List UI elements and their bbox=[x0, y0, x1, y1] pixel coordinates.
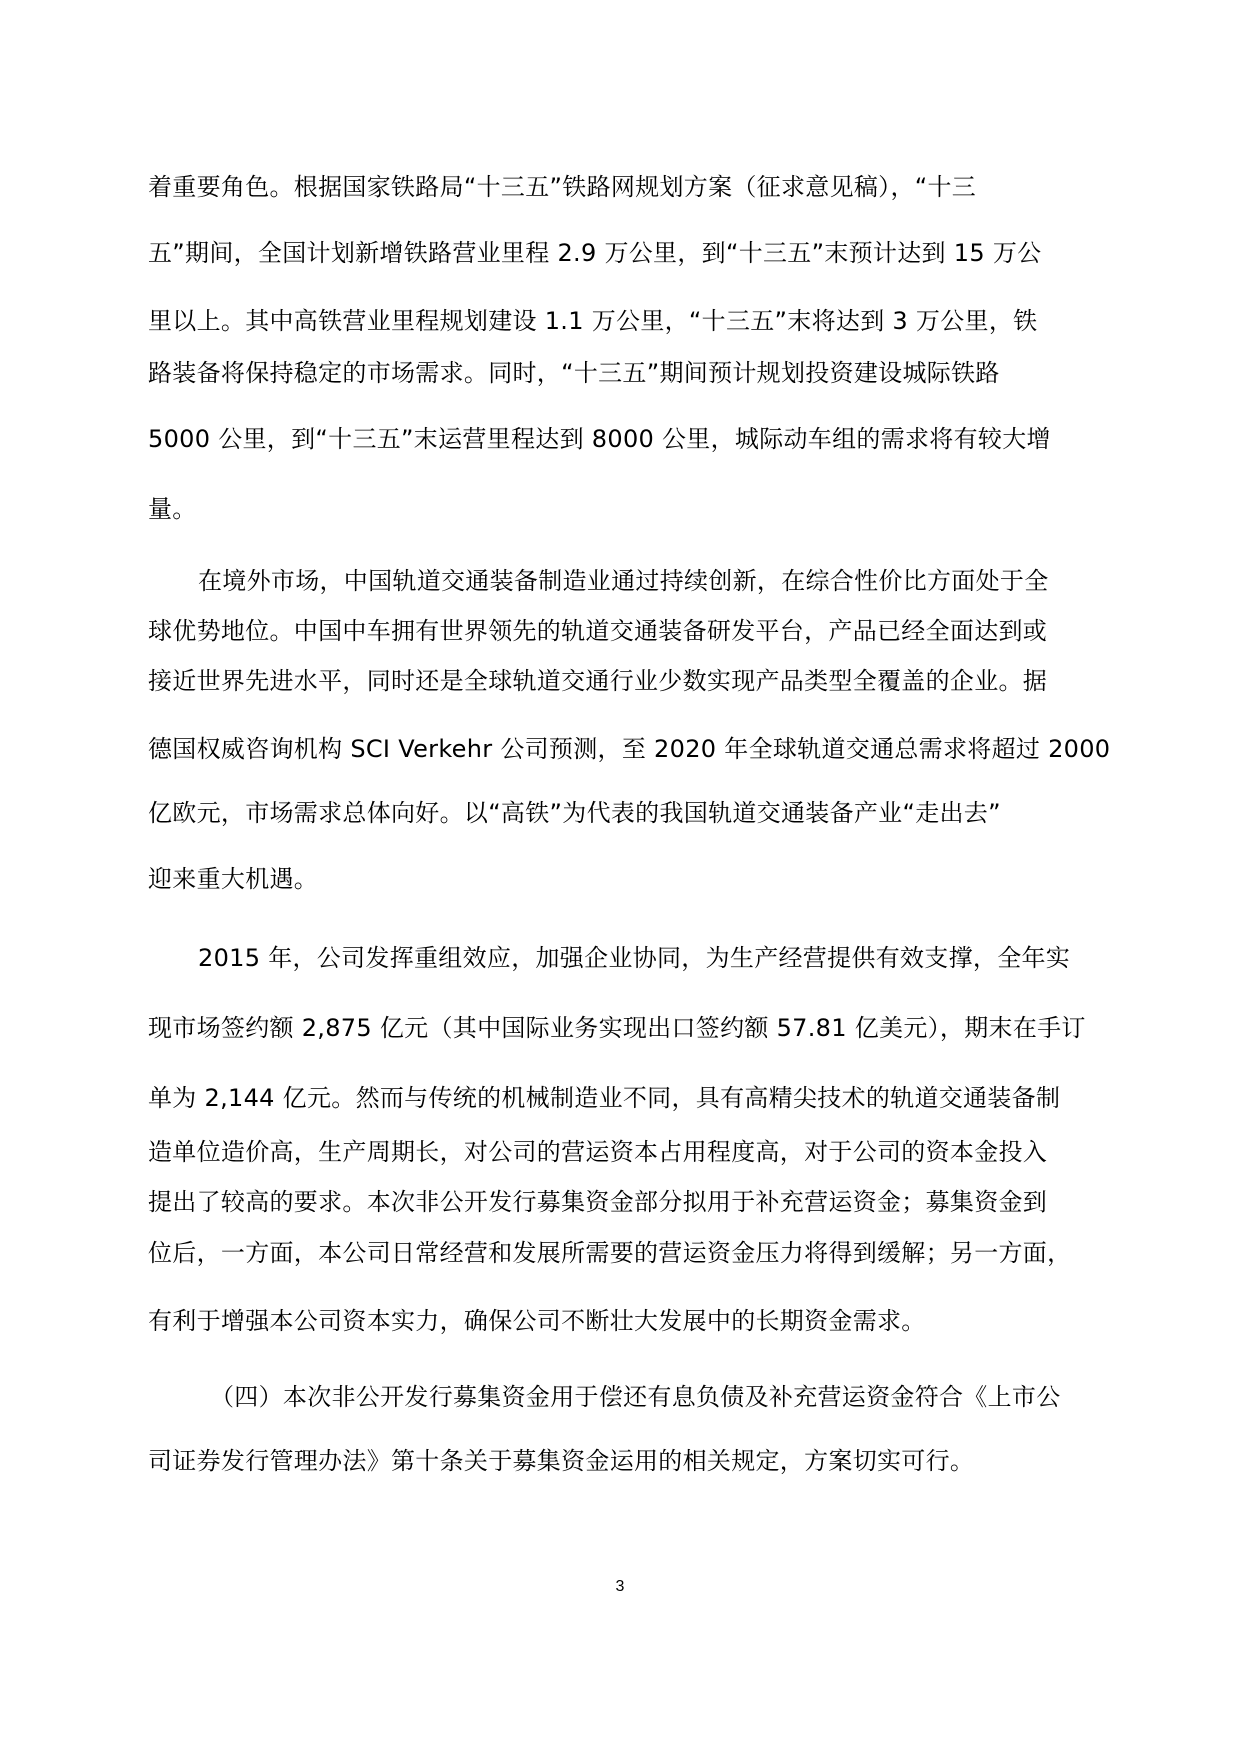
text-line: 5000 公里，到“十三五”末运营里程达到 8000 公里，城际动车组的需求将有较大增 bbox=[148, 425, 1051, 453]
text-line: 造单位造价高，生产周期长，对公司的营运资本占用程度高，对于公司的资本金投入 bbox=[148, 1138, 1048, 1166]
text-line: 迎来重大机遇。 bbox=[148, 865, 319, 893]
text-line: 有利于增强本公司资本实力，确保公司不断壮大发展中的长期资金需求。 bbox=[148, 1307, 926, 1335]
paragraph-start-line: 在境外市场，中国轨道交通装备制造业通过持续创新，在综合性价比方面处于全 bbox=[198, 567, 1049, 595]
text-line: 路装备将保持稳定的市场需求。同时，“十三五”期间预计规划投资建设城际铁路 bbox=[148, 359, 1000, 387]
text-line: 提出了较高的要求。本次非公开发行募集资金部分拟用于补充营运资金；募集资金到 bbox=[148, 1188, 1048, 1216]
text-line: 位后，一方面，本公司日常经营和发展所需要的营运资金压力将得到缓解；另一方面， bbox=[148, 1239, 1072, 1267]
paragraph-start-line: 2015 年，公司发挥重组效应，加强企业协同，为生产经营提供有效支撑，全年实 bbox=[198, 944, 1071, 972]
text-line: 亿欧元，市场需求总体向好。以“高铁”为代表的我国轨道交通装备产业“走出去” bbox=[148, 799, 1001, 827]
text-line: 量。 bbox=[148, 495, 197, 523]
page-number: 3 bbox=[615, 1578, 625, 1595]
text-line: 里以上。其中高铁营业里程规划建设 1.1 万公里，“十三五”末将达到 3 万公里，铁 bbox=[148, 307, 1038, 335]
text-line: 五”期间，全国计划新增铁路营业里程 2.9 万公里，到“十三五”末预计达到 15 万公 bbox=[148, 239, 1042, 267]
text-line: 德国权威咨询机构 SCI Verkehr 公司预测，至 2020 年全球轨道交通总需求将超过 2000 bbox=[148, 735, 1111, 763]
text-line: 球优势地位。中国中车拥有世界领先的轨道交通装备研发平台，产品已经全面达到或 bbox=[148, 617, 1048, 645]
text-line: 接近世界先进水平，同时还是全球轨道交通行业少数实现产品类型全覆盖的企业。据 bbox=[148, 667, 1048, 695]
text-line: 单为 2,144 亿元。然而与传统的机械制造业不同，具有高精尖技术的轨道交通装备制 bbox=[148, 1084, 1061, 1112]
paragraph-start-line: （四）本次非公开发行募集资金用于偿还有息负债及补充营运资金符合《上市公 bbox=[210, 1383, 1061, 1411]
text-line: 现市场签约额 2,875 亿元（其中国际业务实现出口签约额 57.81 亿美元），期末在手订 bbox=[148, 1014, 1086, 1042]
text-line: 司证券发行管理办法》第十条关于募集资金运用的相关规定，方案切实可行。 bbox=[148, 1447, 975, 1475]
text-line: 着重要角色。根据国家铁路局“十三五”铁路网规划方案（征求意见稿），“十三 bbox=[148, 173, 977, 201]
